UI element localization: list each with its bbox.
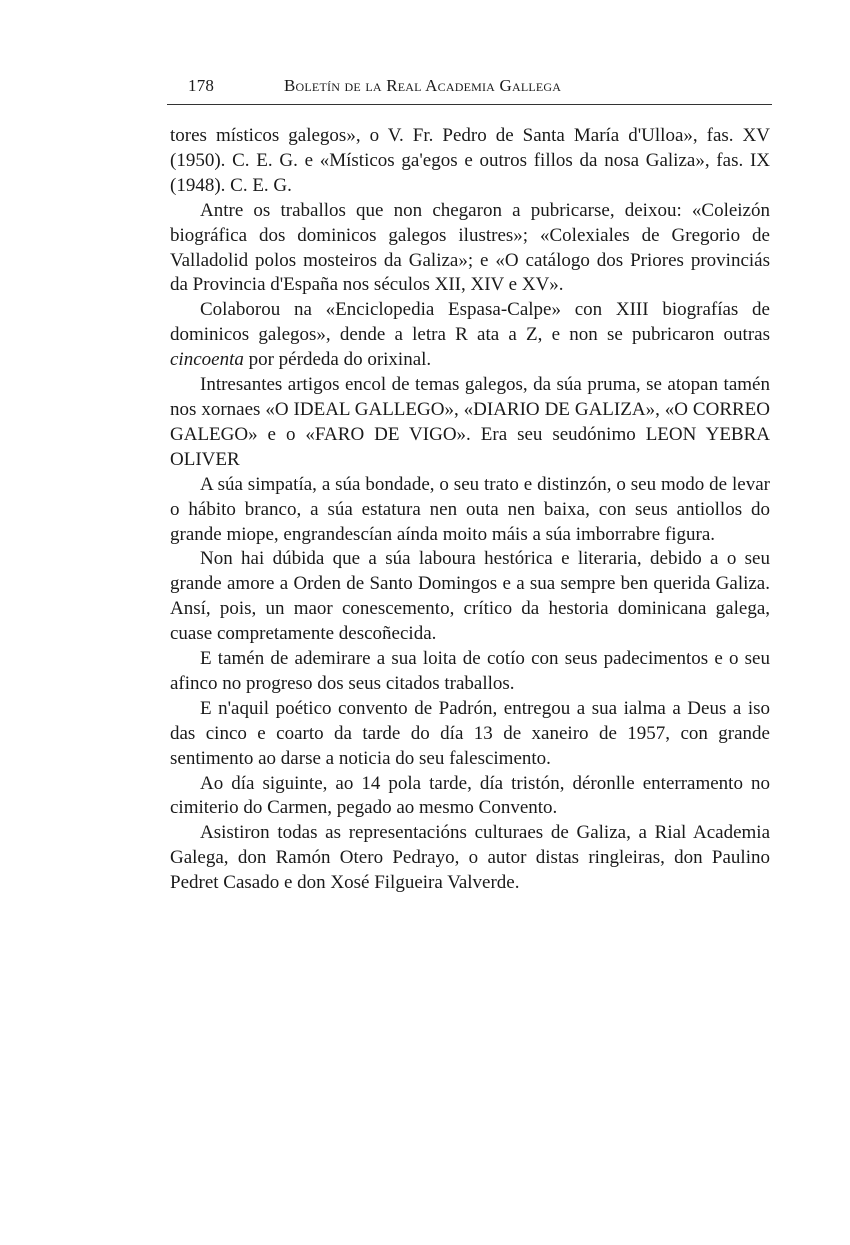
paragraph: Intresantes artigos encol de temas galegos, da súa pruma, se atopan tamén nos xornaes «O IDEAL GALLEGO», «DIARIO DE GALIZA», «O CORREO GALEGO» e o «FARO DE VIGO». Era seu seudónimo LEON YEBRA OLIVER bbox=[170, 374, 770, 470]
paragraph-text: por pérdeda do orixinal. bbox=[248, 349, 432, 371]
running-title: Boletín de la Real Academia Gallega bbox=[284, 76, 562, 95]
paragraph: A súa simpatía, a súa bondade, o seu trato e distinzón, o seu modo de levar o hábito branco, a súa estatura nen outa nen baixa, con seus antiollos do grande miope, engrandescían aínda moito máis a súa imborrabre figura. bbox=[170, 473, 770, 545]
paragraph-text: Colaborou na «Enciclopedia Espasa-Calpe» con XIII biografías de dominicos galegos», dende a letra R ata a Z, e non se pubricaron outras bbox=[170, 299, 770, 346]
paragraph: Ao día siguinte, ao 14 pola tarde, día tristón, déronlle enterramento no cimiterio do Carmen, pegado ao mesmo Convento. bbox=[170, 772, 770, 819]
paragraph: Antre os traballos que non chegaron a pubricarse, deixou: «Coleizón biográfica dos dominicos galegos ilustres»; «Colexiales de Gregorio de Valladolid polos mosteiros da Galiza»; e «O catálogo dos Priores provinciás da Provincia d'España nos séculos XII, XIV e XV». bbox=[170, 199, 770, 296]
page-header bbox=[188, 76, 778, 104]
header-rule bbox=[167, 104, 772, 105]
paragraph: Asistiron todas as representacións culturaes de Galiza, a Rial Academia Galega, don Ramón Otero Pedrayo, o autor distas ringleiras, don Paulino Pedret Casado e don Xosé Filgueira Valverde. bbox=[170, 822, 770, 894]
paragraph: Non hai dúbida que a súa laboura hestórica e literaria, debido a o seu grande amore a Orden de Santo Domingos e a sua sempre ben querida Galiza. Ansí, pois, un maor conescemento, crítico da hestoria dominicana galega, cuase compretamente descoñecida. bbox=[170, 548, 770, 645]
paragraph: E n'aquil poético convento de Padrón, entregou a sua ialma a Deus a iso das cinco e coarto da tarde do día 13 de xaneiro de 1957, con grande sentimento ao darse a noticia do seu falescimento. bbox=[170, 697, 770, 769]
italic-word: cincoenta bbox=[170, 349, 244, 371]
paragraph: E tamén de ademirare a sua loita de cotío con seus padecimentos e o seu afinco no progreso dos seus citados traballos. bbox=[170, 648, 770, 694]
paragraph: tores místicos galegos», o V. Fr. Pedro de Santa María d'Ulloa», fas. XV (1950). C. E. G. e «Místicos ga'egos e outros fillos da nosa Galiza», fas. IX (1948). C. E. G. bbox=[170, 125, 770, 196]
body-text bbox=[170, 124, 770, 896]
page-number: 178 bbox=[188, 76, 215, 95]
paragraph bbox=[170, 298, 770, 373]
